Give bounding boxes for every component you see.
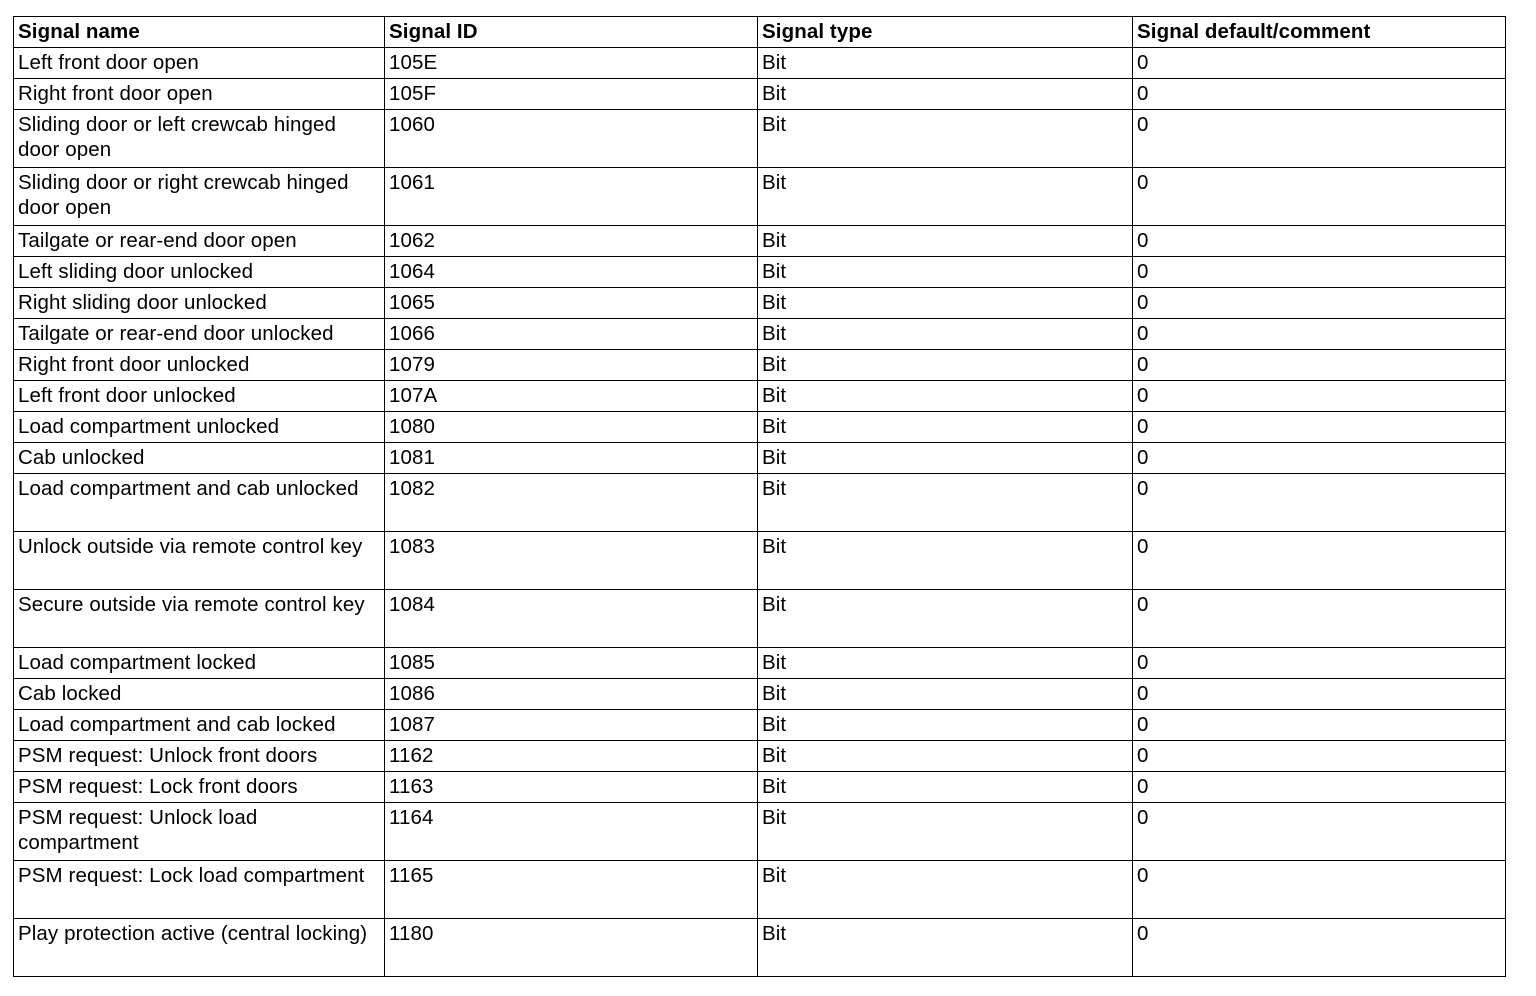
cell-signal-default: 0 bbox=[1133, 741, 1506, 772]
cell-signal-id: 1082 bbox=[385, 474, 758, 532]
cell-signal-id: 1080 bbox=[385, 412, 758, 443]
cell-signal-id: 1084 bbox=[385, 590, 758, 648]
signal-table bbox=[13, 16, 1506, 977]
table-row bbox=[14, 679, 1506, 710]
cell-signal-id: 1066 bbox=[385, 319, 758, 350]
cell-signal-name: Tailgate or rear-end door unlocked bbox=[14, 319, 385, 350]
table-row bbox=[14, 381, 1506, 412]
cell-signal-name: PSM request: Unlock front doors bbox=[14, 741, 385, 772]
table-row bbox=[14, 532, 1506, 590]
table-row bbox=[14, 226, 1506, 257]
cell-signal-id: 105F bbox=[385, 79, 758, 110]
cell-signal-name: Right sliding door unlocked bbox=[14, 288, 385, 319]
header-row bbox=[14, 17, 1506, 48]
cell-signal-default: 0 bbox=[1133, 648, 1506, 679]
cell-signal-type: Bit bbox=[758, 226, 1133, 257]
cell-signal-type: Bit bbox=[758, 741, 1133, 772]
table-row bbox=[14, 350, 1506, 381]
cell-signal-type: Bit bbox=[758, 679, 1133, 710]
header-signal-default: Signal default/comment bbox=[1133, 17, 1506, 48]
table-row bbox=[14, 168, 1506, 226]
cell-signal-default: 0 bbox=[1133, 772, 1506, 803]
cell-signal-type: Bit bbox=[758, 919, 1133, 977]
table-row bbox=[14, 919, 1506, 977]
cell-signal-id: 1086 bbox=[385, 679, 758, 710]
table-row bbox=[14, 412, 1506, 443]
table-row bbox=[14, 288, 1506, 319]
cell-signal-default: 0 bbox=[1133, 257, 1506, 288]
cell-signal-default: 0 bbox=[1133, 919, 1506, 977]
cell-signal-name: Load compartment and cab unlocked bbox=[14, 474, 385, 532]
cell-signal-id: 1164 bbox=[385, 803, 758, 861]
cell-signal-name: Tailgate or rear-end door open bbox=[14, 226, 385, 257]
cell-signal-id: 1060 bbox=[385, 110, 758, 168]
cell-signal-id: 1065 bbox=[385, 288, 758, 319]
cell-signal-type: Bit bbox=[758, 443, 1133, 474]
cell-signal-type: Bit bbox=[758, 474, 1133, 532]
table-row bbox=[14, 79, 1506, 110]
cell-signal-id: 107A bbox=[385, 381, 758, 412]
cell-signal-name: Right front door open bbox=[14, 79, 385, 110]
header-signal-type: Signal type bbox=[758, 17, 1133, 48]
cell-signal-type: Bit bbox=[758, 350, 1133, 381]
table-row bbox=[14, 443, 1506, 474]
cell-signal-default: 0 bbox=[1133, 590, 1506, 648]
cell-signal-name: Unlock outside via remote control key bbox=[14, 532, 385, 590]
cell-signal-id: 1087 bbox=[385, 710, 758, 741]
cell-signal-id: 1180 bbox=[385, 919, 758, 977]
table-row bbox=[14, 772, 1506, 803]
cell-signal-default: 0 bbox=[1133, 319, 1506, 350]
cell-signal-id: 105E bbox=[385, 48, 758, 79]
cell-signal-type: Bit bbox=[758, 319, 1133, 350]
cell-signal-default: 0 bbox=[1133, 79, 1506, 110]
table-row bbox=[14, 741, 1506, 772]
cell-signal-default: 0 bbox=[1133, 474, 1506, 532]
cell-signal-id: 1165 bbox=[385, 861, 758, 919]
cell-signal-type: Bit bbox=[758, 288, 1133, 319]
cell-signal-type: Bit bbox=[758, 257, 1133, 288]
cell-signal-default: 0 bbox=[1133, 350, 1506, 381]
table-row bbox=[14, 710, 1506, 741]
table-row bbox=[14, 861, 1506, 919]
table-row bbox=[14, 590, 1506, 648]
cell-signal-default: 0 bbox=[1133, 679, 1506, 710]
cell-signal-id: 1085 bbox=[385, 648, 758, 679]
cell-signal-name: Secure outside via remote control key bbox=[14, 590, 385, 648]
cell-signal-id: 1083 bbox=[385, 532, 758, 590]
cell-signal-type: Bit bbox=[758, 772, 1133, 803]
cell-signal-default: 0 bbox=[1133, 803, 1506, 861]
cell-signal-name: Load compartment and cab locked bbox=[14, 710, 385, 741]
cell-signal-id: 1162 bbox=[385, 741, 758, 772]
cell-signal-type: Bit bbox=[758, 648, 1133, 679]
cell-signal-type: Bit bbox=[758, 590, 1133, 648]
signal-table-sheet bbox=[13, 16, 1505, 977]
cell-signal-name: PSM request: Unlock load compartment bbox=[14, 803, 385, 861]
cell-signal-id: 1062 bbox=[385, 226, 758, 257]
table-row bbox=[14, 257, 1506, 288]
cell-signal-name: Cab locked bbox=[14, 679, 385, 710]
cell-signal-default: 0 bbox=[1133, 48, 1506, 79]
cell-signal-default: 0 bbox=[1133, 110, 1506, 168]
cell-signal-type: Bit bbox=[758, 110, 1133, 168]
table-row bbox=[14, 48, 1506, 79]
cell-signal-name: Load compartment unlocked bbox=[14, 412, 385, 443]
cell-signal-name: PSM request: Lock front doors bbox=[14, 772, 385, 803]
cell-signal-name: Load compartment locked bbox=[14, 648, 385, 679]
cell-signal-name: Cab unlocked bbox=[14, 443, 385, 474]
table-row bbox=[14, 803, 1506, 861]
cell-signal-type: Bit bbox=[758, 803, 1133, 861]
cell-signal-id: 1064 bbox=[385, 257, 758, 288]
cell-signal-default: 0 bbox=[1133, 381, 1506, 412]
cell-signal-id: 1163 bbox=[385, 772, 758, 803]
cell-signal-default: 0 bbox=[1133, 412, 1506, 443]
cell-signal-type: Bit bbox=[758, 168, 1133, 226]
cell-signal-name: Left sliding door unlocked bbox=[14, 257, 385, 288]
header-signal-name: Signal name bbox=[14, 17, 385, 48]
cell-signal-type: Bit bbox=[758, 861, 1133, 919]
cell-signal-type: Bit bbox=[758, 532, 1133, 590]
cell-signal-name: Left front door unlocked bbox=[14, 381, 385, 412]
table-body bbox=[14, 48, 1506, 977]
cell-signal-name: Left front door open bbox=[14, 48, 385, 79]
cell-signal-name: Sliding door or right crewcab hinged door open bbox=[14, 168, 385, 226]
table-row bbox=[14, 648, 1506, 679]
cell-signal-default: 0 bbox=[1133, 168, 1506, 226]
cell-signal-default: 0 bbox=[1133, 288, 1506, 319]
cell-signal-type: Bit bbox=[758, 381, 1133, 412]
cell-signal-name: PSM request: Lock load compartment bbox=[14, 861, 385, 919]
table-row bbox=[14, 110, 1506, 168]
cell-signal-type: Bit bbox=[758, 48, 1133, 79]
cell-signal-name: Right front door unlocked bbox=[14, 350, 385, 381]
cell-signal-default: 0 bbox=[1133, 710, 1506, 741]
cell-signal-default: 0 bbox=[1133, 532, 1506, 590]
cell-signal-type: Bit bbox=[758, 412, 1133, 443]
cell-signal-type: Bit bbox=[758, 79, 1133, 110]
cell-signal-name: Sliding door or left crewcab hinged door open bbox=[14, 110, 385, 168]
table-header bbox=[14, 17, 1506, 48]
header-signal-id: Signal ID bbox=[385, 17, 758, 48]
cell-signal-id: 1079 bbox=[385, 350, 758, 381]
table-row bbox=[14, 319, 1506, 350]
cell-signal-default: 0 bbox=[1133, 443, 1506, 474]
table-row bbox=[14, 474, 1506, 532]
cell-signal-default: 0 bbox=[1133, 861, 1506, 919]
cell-signal-id: 1081 bbox=[385, 443, 758, 474]
cell-signal-id: 1061 bbox=[385, 168, 758, 226]
cell-signal-type: Bit bbox=[758, 710, 1133, 741]
cell-signal-default: 0 bbox=[1133, 226, 1506, 257]
cell-signal-name: Play protection active (central locking) bbox=[14, 919, 385, 977]
